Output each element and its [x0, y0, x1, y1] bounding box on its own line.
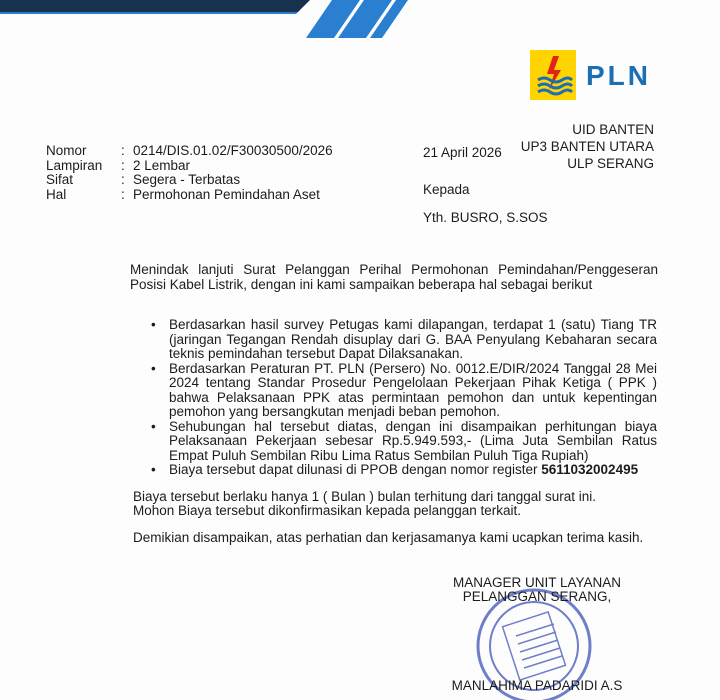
- meta-nomor: [46, 144, 386, 159]
- signature-title-1: MANAGER UNIT LAYANAN: [452, 575, 622, 590]
- meta-colon: :: [121, 157, 125, 173]
- meta-sifat: [46, 173, 386, 188]
- meta-hal-value: Permohonan Pemindahan Aset: [133, 186, 320, 202]
- pln-logo: [530, 50, 660, 102]
- meta-sifat-label: Sifat: [46, 172, 74, 187]
- list-item: • Berdasarkan Peraturan PT. PLN (Persero) No. 0012.E/DIR/2024 Tanggal 28 Mei 2024 tentang Standar Prosedur Pengelolaan Pekerjaan Pihak Ketiga ( PPK ) bahwa Pelaksanaan PPK atas permintaan pemohon dan untuk kepentingan pemohon yang bersangkutan menjadi beban pemohon.: [169, 362, 657, 420]
- closing-paragraph: Demikian disampaikan, atas perhatian dan kerjasamanya kami ucapkan terima kasih.: [133, 530, 644, 545]
- list-item: [169, 463, 657, 478]
- meta-colon: :: [121, 186, 125, 202]
- meta-lampiran-value: 2 Lembar: [133, 157, 191, 173]
- office-line-1: UID BANTEN: [572, 122, 654, 137]
- meta-lampiran: [46, 159, 386, 174]
- letter-date: 21 April 2026: [423, 145, 502, 160]
- point-4-text: Biaya tersebut dapat dilunasi di PPOB dengan nomor register: [169, 462, 542, 477]
- office-line-3: ULP SERANG: [567, 156, 654, 171]
- list-item: • Sehubungan hal tersebut diatas, dengan ini disampaikan perhitungan biaya Pelaksanaan Pekerjaan sebesar Rp.5.949.593,- (Lima Juta Sembilan Ratus Empat Puluh Sembilan Ribu Lima Ratus Sembilan Puluh Tiga Rupiah): [169, 420, 657, 464]
- letter-meta: [46, 144, 386, 202]
- list-item: • Berdasarkan hasil survey Petugas kami dilapangan, terdapat 1 (satu) Tiang TR (jaringan Tegangan Rendah disuplay dari G. BAA Penyulang Kebaharan secara teknis pemindahan tersebut Dapat Dilaksanakan.: [169, 318, 657, 362]
- pln-logo-text: PLN: [586, 60, 651, 91]
- meta-nomor-value: 0214/DIS.01.02/F30030500/2026: [133, 143, 333, 158]
- header-stripes: [0, 0, 720, 40]
- validity-line-1: Biaya tersebut berlaku hanya 1 ( Bulan ) bulan terhitung dari tanggal surat ini.: [133, 489, 597, 504]
- meta-sifat-value: Segera - Terbatas: [133, 172, 241, 187]
- points-list: [169, 318, 657, 478]
- signature-block: [430, 576, 644, 604]
- intro-paragraph: Menindak lanjuti Surat Pelanggan Perihal Permohonan Pemindahan/Penggeseran Posisi Kabel Listrik, dengan ini kami sampaikan beberapa hal sebagai berikut: [130, 262, 658, 292]
- signature-name: MANLAHIMA PADARIDI A.S: [451, 678, 623, 693]
- office-line-2: UP3 BANTEN UTARA: [520, 139, 654, 154]
- pln-logo-icon: [530, 50, 576, 100]
- meta-hal: [46, 188, 386, 203]
- meta-colon: :: [121, 143, 125, 158]
- meta-colon: :: [121, 172, 125, 187]
- register-number: 5611032002495: [541, 462, 639, 477]
- meta-hal-label: Hal: [46, 186, 67, 202]
- recipient-name: Yth. BUSRO, S.SOS: [423, 210, 548, 225]
- meta-nomor-label: Nomor: [46, 143, 87, 158]
- signature-title-2: PELANGGAN SERANG,: [462, 589, 612, 604]
- validity-line-2: Mohon Biaya tersebut dikonfirmasikan kepada pelanggan terkait.: [133, 503, 521, 518]
- meta-lampiran-label: Lampiran: [46, 157, 103, 173]
- recipient-kepada: Kepada: [423, 182, 470, 197]
